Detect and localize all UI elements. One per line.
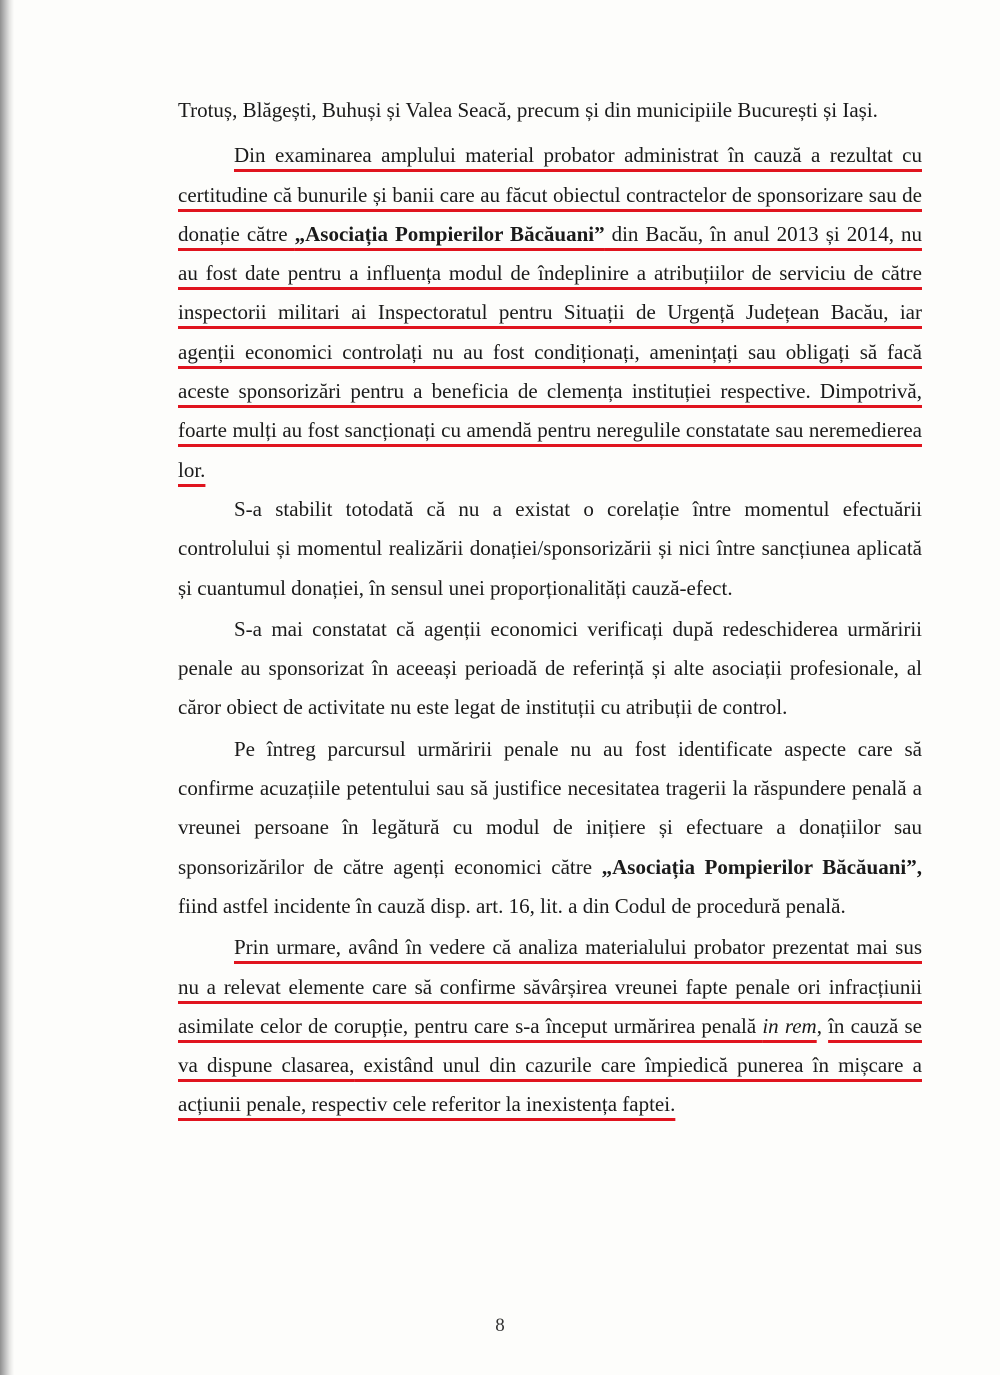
paragraph-conclusion [178,928,922,1124]
organization-name: „Asociația Pompierilor Băcăuani” [294,221,605,246]
paragraph-text: , [816,1013,829,1038]
paragraph-examination [178,136,922,490]
paragraph-other-sponsorships [178,610,922,728]
paragraph-text: Pe întreg parcursul urmăririi penale nu au fost identificate aspecte care să confirme acuzațiile petentului sau să justifice necesitatea tragerii la răspundere penală a vreunei persoane în legătură cu modul de inițiere și efectuare a donațiilor sau sponsorizărilor de către agenți economici către [178,736,922,879]
scan-shadow-edge [0,0,14,1375]
highlighted-text: Din examinarea amplului material probator administrat în cauză a rezultat cu certitudine că bunurile și banii care au făcut obiectul contractelor de sponsorizare sau de donație către [178,143,922,246]
paragraph-correlation [178,490,922,608]
highlighted-text: în cauză se va dispune clasarea, [178,1013,922,1078]
latin-term: in rem [762,1013,817,1038]
highlighted-text: existând unul din cazurile care împiedică punerea în mișcare a acțiunii penale, respectiv cele referitor la inexistența faptei. [178,1053,922,1117]
organization-name: „Asociația Pompierilor Băcăuani”, [601,854,922,879]
document-body [178,91,922,1125]
paragraph-investigation [178,730,922,926]
paragraph-text: fiind astfel incidente în cauză disp. art. 16, lit. a din Codul de procedură penală. [178,893,846,918]
paragraph-text: S-a mai constatat că agenții economici verificați după redeschiderea urmăririi penale au sponsorizat în aceeași perioadă de referință și alte asociații profesionale, al căror obiect de activitate nu este legat de instituții cu atribuții de control. [178,616,922,720]
highlighted-text: Prin urmare, având în vedere că analiza materialului probator prezentat mai sus nu a relevat elemente care să confirme săvârșirea vreunei fapte penale ori infracțiunii asimilate celor de corupție, pentru care s-a început urmărirea penală [178,935,922,1038]
paragraph-text: Trotuș, Blăgești, Buhuși și Valea Seacă, precum și din municipiile București și Iași. [178,98,878,122]
paragraph-continuation [178,91,922,130]
page-number: 8 [495,1315,505,1336]
paragraph-text: S-a stabilit totodată că nu a existat o corelație între momentul efectuării controlului și momentul realizării donației/sponsorizării și nici între sancțiunea aplicată și cuantumul donației, în sensul unei proporționalități cauză-efect. [178,496,922,600]
highlighted-text: din Bacău, în anul 2013 și 2014, nu au fost date pentru a influența modul de îndeplinire a atribuțiilor de serviciu de către inspectorii militari ai Inspectoratul pentru Situații de Urgență Județean Bacău, iar agenții economici controlați nu au fost condiționați, amenințați sau obligați să facă aceste sponsorizări pentru a beneficia de clemența instituției respective. Dimpotrivă, foarte mulți au fost sancționați cu amendă pentru neregulile constatate sau neremedierea lor. [178,221,922,482]
